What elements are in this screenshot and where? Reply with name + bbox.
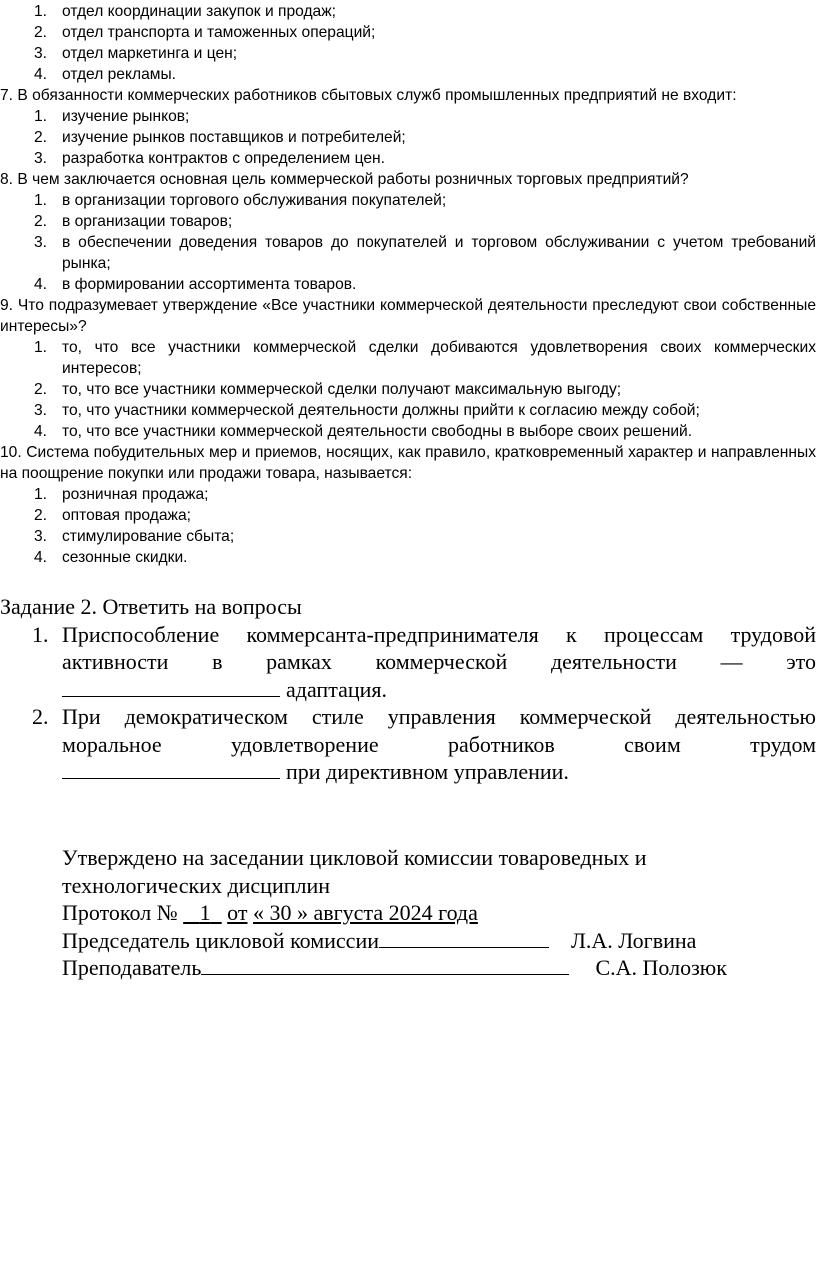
list-item: 2. оптовая продажа; <box>34 507 191 524</box>
list-item: 4. сезонные скидки. <box>34 549 188 566</box>
signature-line <box>201 954 569 975</box>
question-9: 9. Что подразумевает утверждение «Все участники коммерческой деятельности преследуют свои собственные интересы»? <box>0 297 816 335</box>
approval-block <box>62 844 802 982</box>
list-item: 2. отдел транспорта и таможенных операций; <box>34 24 376 41</box>
list-item: 1. отдел координации закупок и продаж; <box>34 3 336 20</box>
list-item: 2. в организации товаров; <box>34 213 233 230</box>
chairman-line: Председатель цикловой комиссии Л.А. Логвина <box>62 927 697 953</box>
q7-options <box>0 106 816 169</box>
list-item: 4. то, что все участники коммерческой деятельности свободны в выборе своих решений. <box>34 423 693 440</box>
approval-text: технологических дисциплин <box>62 872 331 898</box>
list-item: 4. отдел рекламы. <box>34 66 177 83</box>
list-item: 2. то, что все участники коммерческой сделки получают максимальную выгоду; <box>34 381 622 398</box>
protocol-number: 1 <box>199 900 211 925</box>
task-2 <box>0 593 816 786</box>
list-item: 3. разработка контрактов с определением цен. <box>34 150 385 167</box>
teacher-name: С.А. Полозюк <box>595 955 727 980</box>
list-item: 3. отдел маркетинга и цен; <box>34 45 238 62</box>
list-item: 1. в организации торгового обслуживания покупателей; <box>34 192 447 209</box>
list-item: 3. в обеспечении доведения товаров до покупателей и торговом обслуживании с учетом требований рынка; <box>34 234 816 272</box>
list-item: 2. При демократическом стиле управления коммерческой деятельностью моральное удовлетворение работников своим трудом при директивном управлении. <box>32 704 816 784</box>
list-item: 1. розничная продажа; <box>34 486 209 503</box>
list-item: 4. в формировании ассортимента товаров. <box>34 276 357 293</box>
answer-blank[interactable] <box>62 758 280 779</box>
signature-line <box>379 927 549 948</box>
list-item: 3. то, что участники коммерческой деятельности должны прийти к согласию между собой; <box>34 402 700 419</box>
q9-options <box>0 337 816 442</box>
question-7: 7. В обязанности коммерческих работников сбытовых служб промышленных предприятий не входит: <box>0 87 737 104</box>
protocol-date: « 30 » августа 2024 года <box>253 900 478 925</box>
task-2-title: Задание 2. Ответить на вопросы <box>0 594 302 619</box>
list-item: 1. изучение рынков; <box>34 108 190 125</box>
teacher-line: Преподаватель С.А. Полозюк <box>62 955 727 980</box>
q8-options <box>0 190 816 295</box>
list-item: 2. изучение рынков поставщиков и потребителей; <box>34 129 406 146</box>
question-8: 8. В чем заключается основная цель коммерческой работы розничных торговых предприятий? <box>0 171 689 188</box>
list-item: 1. то, что все участники коммерческой сделки добиваются удовлетворения своих коммерческих интересов; <box>34 339 816 377</box>
chairman-name: Л.А. Логвина <box>571 927 697 953</box>
question-10: 10. Система побудительных мер и приемов, носящих, как правило, кратковременный характер и направленных на поощрение покупки или продажи товара, называется: <box>0 444 816 482</box>
list-item: 1. Приспособление коммерсанта-предпринимателя к процессам трудовой активности в рамках коммерческой деятельности — это адаптация. <box>32 621 816 702</box>
list-item: 3. стимулирование сбыта; <box>34 528 235 545</box>
q6-options <box>0 0 816 85</box>
approval-text: Утверждено на заседании цикловой комиссии товароведных и <box>62 845 647 870</box>
test-questions <box>0 0 816 568</box>
answer-blank[interactable] <box>62 676 280 697</box>
q10-options <box>0 484 816 568</box>
protocol-line: Протокол № 1 от « 30 » августа 2024 года <box>62 900 478 925</box>
